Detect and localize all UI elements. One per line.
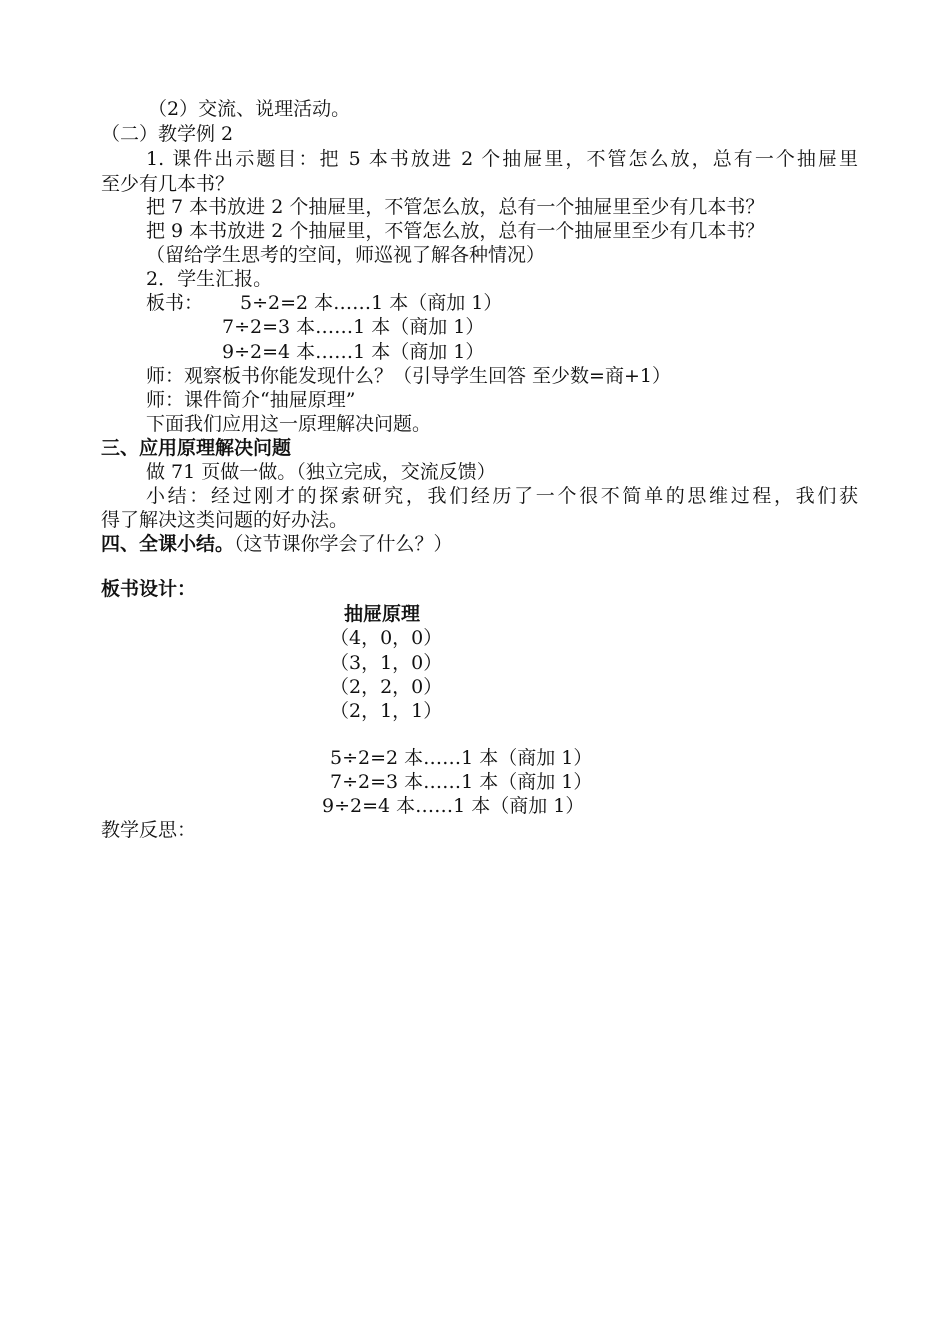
board-design-heading: 板书设计： [101,578,197,600]
summary-note: （这节课你学会了什么？） [234,533,453,555]
text-line: 小结：经过刚才的探索研究，我们经历了一个很不简单的思维过程，我们获 [146,485,858,507]
board-formula: 9÷2=4 本……1 本（商加 1） [322,795,585,817]
text-line: （留给学生思考的空间，师巡视了解各种情况） [146,244,546,266]
text-line: 把 9 本书放进 2 个抽屉里，不管怎么放，总有一个抽屉里至少有几本书？ [146,220,765,242]
formula-line: 9÷2=4 本……1 本（商加 1） [222,341,485,363]
board-label: 板书： [146,292,204,314]
text-line: 2．学生汇报。 [146,268,273,290]
board-group: （2，2，0） [330,676,443,698]
text-line: 做 71 页做一做。（独立完成，交流反馈） [146,461,496,483]
text-line: 1. 课件出示题目：把 5 本书放进 2 个抽屉里，不管怎么放，总有一个抽屉里 [146,148,858,170]
board-group: （4，0，0） [330,627,443,649]
text-line: （2）交流、说理活动。 [148,98,351,120]
text-line: 师：课件简介“抽屉原理” [146,389,356,411]
text-line: 师：观察板书你能发现什么？（引导学生回答 至少数=商+1） [146,365,671,387]
summary-line [101,532,453,556]
section-heading: （二）教学例 2 [101,123,234,145]
section-heading: 三、应用原理解决问题 [101,437,292,459]
formula-line: 7÷2=3 本……1 本（商加 1） [222,316,485,338]
text-line: 下面我们应用这一原理解决问题。 [146,413,432,435]
text-line: 至少有几本书？ [101,173,235,195]
board-group: （3，1，0） [330,652,443,674]
reflection-label: 教学反思： [101,819,197,841]
board-group: （2，1，1） [330,700,443,722]
section-heading: 四、全课小结。 [101,533,235,555]
board-formula: 5÷2=2 本……1 本（商加 1） [330,747,593,769]
formula-line: 5÷2=2 本……1 本（商加 1） [240,292,503,314]
board-formula: 7÷2=3 本……1 本（商加 1） [330,771,593,793]
text-line: 把 7 本书放进 2 个抽屉里，不管怎么放，总有一个抽屉里至少有几本书？ [146,196,765,218]
board-title: 抽屉原理 [344,603,421,625]
text-line: 得了解决这类问题的好办法。 [101,509,349,531]
